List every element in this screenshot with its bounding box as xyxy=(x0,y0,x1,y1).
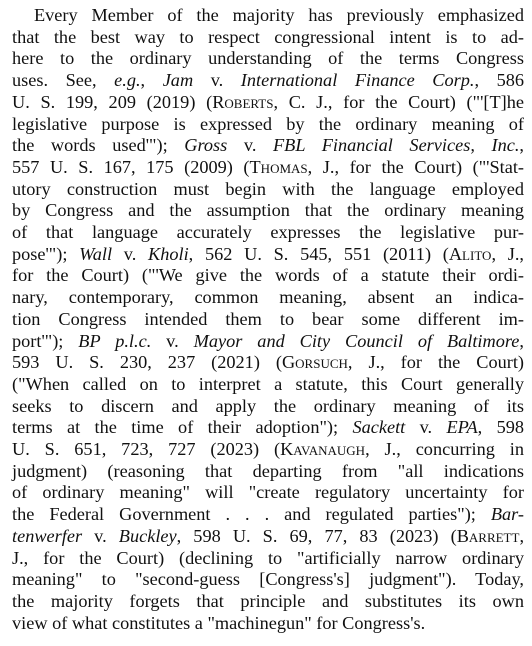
italic-run: BP p.l.c. xyxy=(78,330,152,351)
text-run: v. xyxy=(227,135,273,156)
italic-run: Gross xyxy=(184,135,228,156)
text-run: the majority forgets that principle and substitutes its own xyxy=(12,590,524,611)
text-line xyxy=(12,156,524,178)
italic-run: Sackett xyxy=(352,417,406,438)
italic-run: Bar- xyxy=(490,504,524,525)
text-run: v. xyxy=(82,525,119,546)
text-line xyxy=(12,373,524,395)
text-line xyxy=(12,416,524,438)
italic-run: tenwerfer xyxy=(12,525,83,546)
text-line xyxy=(12,286,524,308)
text-run: 557 U. S. 167, 175 (2009) ( xyxy=(12,156,250,177)
text-line xyxy=(12,308,524,330)
italic-run: Jam xyxy=(162,70,194,91)
text-run: terms at the time of their adoption"); xyxy=(12,417,353,438)
text-run: U. S. 651, 723, 727 (2023) ( xyxy=(12,439,281,459)
text-run: ("When called on to interpret a statute, this Court generally xyxy=(12,373,524,394)
text-run: 593 U. S. 230, 237 (2021) ( xyxy=(12,352,282,373)
text-run: , xyxy=(140,70,163,91)
text-run: v. xyxy=(151,330,194,351)
text-run: of ordinary meaning" will "create regulatory uncertainty for xyxy=(12,482,524,503)
justice-name: Thomas xyxy=(249,156,308,177)
text-run: , J., for the Court) ("'Stat- xyxy=(307,156,524,177)
text-run: , xyxy=(519,525,525,546)
text-line xyxy=(12,481,524,503)
text-run: here to the ordinary understanding of the terms Congress xyxy=(12,48,524,69)
text-run: v. xyxy=(405,417,447,438)
text-run: nary, contemporary, common meaning, absent an indica- xyxy=(12,287,524,308)
text-line xyxy=(12,178,524,200)
text-run: , xyxy=(519,135,524,156)
text-line xyxy=(12,47,524,69)
text-run: v. xyxy=(112,243,149,264)
text-run: , J., concurring in xyxy=(365,439,524,459)
text-run: utory construction must begin with the language employed xyxy=(12,178,524,199)
text-run: , J., xyxy=(491,243,524,264)
text-run: v. xyxy=(193,70,241,91)
text-line xyxy=(12,612,524,634)
italic-run: FBL Financial Services, Inc. xyxy=(272,135,520,156)
text-line xyxy=(12,243,524,265)
text-line xyxy=(12,590,524,612)
text-run: for the Court) ("'We give the words of a statute their ordi- xyxy=(12,265,524,286)
text-line xyxy=(12,134,524,156)
text-run: , 562 U. S. 545, 551 (2011) ( xyxy=(188,243,449,264)
text-line xyxy=(12,460,524,482)
text-line xyxy=(12,438,524,460)
text-run: port'"); xyxy=(12,330,79,351)
text-line xyxy=(12,264,524,286)
text-line xyxy=(12,330,524,352)
text-run: J., for the Court) (declining to "artificially narrow ordinary xyxy=(12,547,524,568)
italic-run: Wall xyxy=(79,243,113,264)
text-line xyxy=(12,395,524,417)
text-run: legislative purpose is expressed by the ordinary meaning of xyxy=(12,113,524,134)
italic-run: International Finance Corp. xyxy=(240,70,475,91)
text-run: U. S. 199, 209 (2019) ( xyxy=(12,91,213,112)
text-line xyxy=(12,199,524,221)
text-run: , xyxy=(519,330,524,351)
text-line xyxy=(12,525,524,547)
text-run: Every Member of the majority has previously emphasized xyxy=(34,5,524,25)
italic-run: Buckley xyxy=(118,525,177,546)
text-line xyxy=(12,351,524,373)
text-run: , 586 xyxy=(474,70,525,91)
text-run: tion Congress intended them to bear some different im- xyxy=(12,308,524,329)
text-run: , 598 U. S. 69, 77, 83 (2023) ( xyxy=(176,525,457,546)
text-line xyxy=(12,113,524,135)
text-line xyxy=(12,221,524,243)
text-line xyxy=(12,91,524,113)
justice-name: Alito xyxy=(448,243,492,264)
text-run: seeks to discern and apply the ordinary meaning of its xyxy=(12,395,524,416)
text-run: meaning" to "second-guess [Congress's] judgment"). Today, xyxy=(12,569,524,590)
text-line xyxy=(12,26,524,48)
justice-name: Gorsuch xyxy=(281,352,348,373)
text-run: view of what constitutes a "machinegun" for Congress's. xyxy=(12,612,426,633)
italic-run: e.g. xyxy=(114,70,141,91)
text-run: of that language accurately expresses the legislative pur- xyxy=(12,222,524,242)
text-run: that the best way to respect congressional intent is to ad- xyxy=(12,26,524,47)
text-run: the words used'"); xyxy=(12,135,185,156)
text-run: , 598 xyxy=(477,417,524,438)
text-run: , J., for the Court) xyxy=(347,352,524,373)
justice-name: Roberts xyxy=(212,91,274,112)
text-line xyxy=(12,547,524,569)
justice-name: Kavanaugh xyxy=(280,439,366,459)
text-line xyxy=(12,568,524,590)
text-line xyxy=(12,503,524,525)
italic-run: EPA xyxy=(446,417,478,438)
italic-run: Kholi xyxy=(148,243,189,264)
text-run: the Federal Government . . . and regulated parties"); xyxy=(12,504,491,525)
text-run: , C. J., for the Court) ("'[T]he xyxy=(273,91,524,112)
text-line xyxy=(34,4,524,26)
italic-run: Mayor and City Council of Baltimore xyxy=(193,330,520,351)
text-run: by Congress and the assumption that the ordinary meaning xyxy=(12,200,524,221)
text-run: pose'"); xyxy=(12,243,80,264)
text-line xyxy=(12,69,524,91)
text-run: judgment) (reasoning that departing from "all indications xyxy=(12,460,524,481)
justice-name: Barrett xyxy=(456,525,520,546)
text-run: uses. See, xyxy=(12,70,115,91)
